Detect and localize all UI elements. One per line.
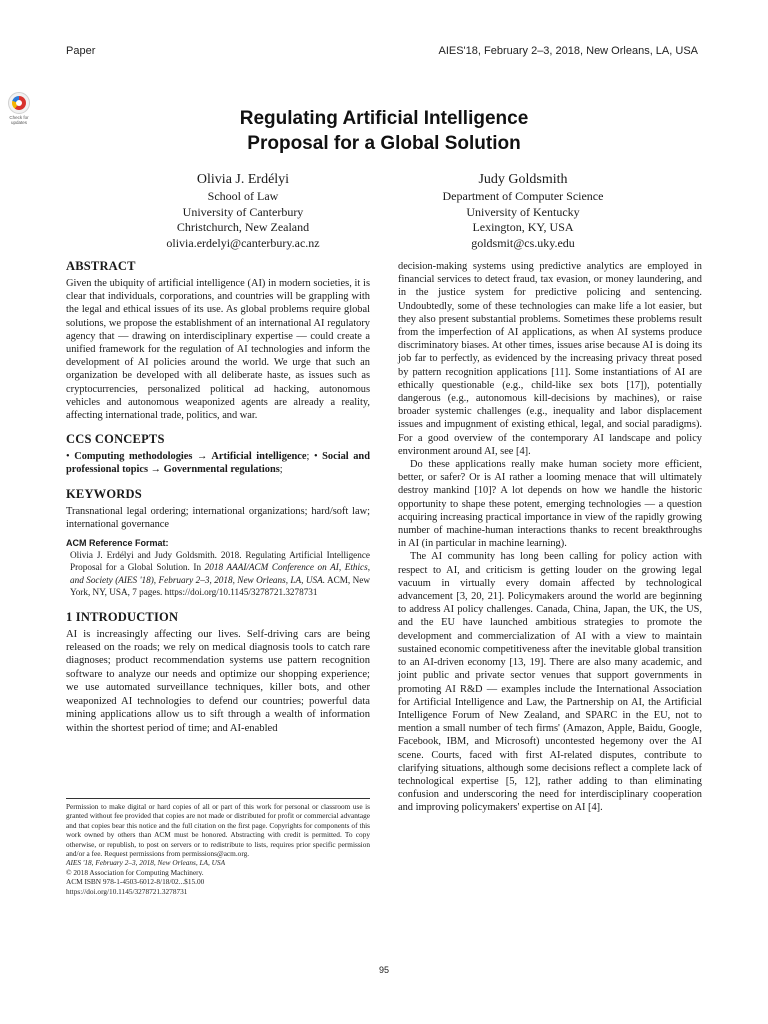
ccs-concept-1: Computing methodologies → Artificial intelligence [74,451,307,463]
author-institution: University of Canterbury [182,204,304,219]
abstract-section [66,258,370,422]
acm-reference-label: ACM Reference Format: [66,538,169,549]
copyright-line: © 2018 Association for Computing Machinery. [66,867,204,877]
keywords-heading: KEYWORDS [66,486,142,501]
right-column [398,260,702,815]
keywords-text: Transnational legal ordering; international organizations; hard/soft law; international governance [66,505,370,530]
running-head-right: AIES'18, February 2–3, 2018, New Orleans, LA, USA [438,45,698,57]
permission-text: Permission to make digital or hard copies of all or part of this work for personal or classroom use is granted without fee provided that copies are not made or distributed for profit or commercial advantage and that copies bear this notice and the full citation on the first page. Copyrights for components of this work owned by others than ACM must be honored. Abstracting with credit is permitted. To copy otherwise, or republish, to post on servers or to redistribute to lists, requires prior specific permission and/or a fee. Request permissions from permissions@acm.org. [66,802,370,859]
page-number: 95 [378,965,389,975]
body-paragraph: decision-making systems using predictive analytics are employed in financial services to detect fraud, tax evasion, or money laundering, and in the justice system for predictive policing and sentencing. Undoubtedly, some of these technologies can make life a lot easier, but they also present substantial problems. Sometimes these problems result from the imperfection of AI applications, as when AI systems produce discriminatory biases. At other times, issues arise because AI is doing its job far to perfectly, as evidenced by the increasing privacy threat posed by pattern recognition applications [11]. Some instantiations of AI are ethically questionable (e.g., child-like sex bots [17]), potentially dangerous (e.g., autonomous kill-decisions by machines), or raise broader systemic challenges (e.g., inequality and labor displacement issues and impugnment of existing ethical, legal, and social paradigms). For a good overview of the contemporary AI landscape and policy environment around AI, see [4]. [398,261,702,457]
title-line-2: Proposal for a Global Solution [247,133,521,154]
author-affiliation: School of Law [207,189,279,203]
running-head-left: Paper [66,45,96,57]
ccs-text [66,450,370,476]
abstract-heading: ABSTRACT [66,259,136,273]
author-name: Judy Goldsmith [478,172,568,187]
author-location: Christchurch, New Zealand [176,220,310,234]
isbn-line: ACM ISBN 978-1-4503-6012-8/18/02...$15.00 [66,877,205,887]
conference-line: AIES '18, February 2–3, 2018, New Orleans, LA, USA [66,858,226,868]
author-block-2 [393,170,653,251]
author-email[interactable]: olivia.erdelyi@canterbury.ac.nz [166,235,320,250]
left-column [66,258,370,744]
ccs-concept-2: Social and professional topics → Governmental regulations [66,451,370,476]
abstract-text: Given the ubiquity of artificial intelligence (AI) in modern societies, it is clear that individuals, corporations, and countries will be grappling with the legal and ethical issues of its use. As global problems require global solutions, we propose the establishment of an international AI regulatory agency that — drawing on interdisciplinary expertise — could create a unified framework for the regulation of AI technologies and inform the development of AI policies around the world. We urge that such an organization be developed with all deliberate haste, as issues such as cryptocurrencies, personalized political ad hacking, autonomous vehicles and autonomous weaponized agents are already a reality, affecting international trade, politics, and war. [66,278,370,422]
ccs-section [66,431,370,476]
ccs-end: ; [279,464,283,476]
acm-reference-text [66,549,370,599]
introduction-text: AI is increasingly affecting our lives. Self-driving cars are being released on the roads; we rely on medical diagnosis tools to catch rare diagnoses; product recommendation systems use pattern recognition software to analyze our needs and optimize our shopping experience; we use automated surveillance techniques, killer bots, and other weaponized AI technologies to defend our countries; powerful data mining applications allow us to sift through a wealth of information within the shortest period of time; and AI-enabled [66,628,370,734]
doi-link[interactable]: https://doi.org/10.1145/3278721.3278731 [66,886,188,896]
title-line-1: Regulating Artificial Intelligence [239,108,529,129]
ccs-bullet: • [66,451,70,463]
ccs-heading: CCS CONCEPTS [66,432,165,447]
body-paragraph: The AI community has long been calling for policy action with respect to AI, and criticism is getting louder on the growing legal vacuum in virtually every domain affected by technological advancement [3, 20, 21]. Policymakers around the world are beginning to address AI policy challenges. Canada, China, Japan, the UK, the US, and the EU have launched ambitious strategies to promote the development and commercialization of AI with a view to maintain sustained economic competitiveness after the inevitable global transition to an AI-driven economy [13, 19]. There are also many academic, and joint public and private sector venues that support governments in promoting AI R&D — examples include the International Association for Artificial Intelligence and Law, the Partnership on AI, the Artificial Intelligence Forum of New Zealand, and SPARC in the EU, not to mention a small number of tech firms' (Amazon, Apple, Baidu, Google, Facebook, IBM, and Microsoft) uncontested hegemony over the AI scene. Courts, faced with first AI-related disputes, contribute to clarifying situations, although some decisions reflect a complete lack of technological expertise [5, 12], rather adding to than eliminating confusion and underscoring the need for interdisciplinary cooperation and improving policymakers' expertise on AI [4]. [398,551,702,814]
keywords-section [66,486,370,599]
author-institution: University of Kentucky [466,204,580,219]
author-name: Olivia J. Erdélyi [196,172,290,187]
acm-reference-part-2: ACM, New York, NY, USA, 7 pages. https://doi.org/10.1145/3278721.3278731 [70,574,371,598]
permission-footnote [66,798,370,896]
acm-reference-venue: 2018 AAAI/ACM Conference on AI, Ethics, and Society (AIES '18), February 2–3, 2018, New Orleans, LA, USA. [70,562,370,585]
author-block-1 [113,170,373,251]
introduction-heading: 1 INTRODUCTION [66,609,179,624]
author-affiliation: Department of Computer Science [442,189,604,203]
acm-reference-part-1: Olivia J. Erdélyi and Judy Goldsmith. 2018. Regulating Artificial Intelligence Proposal for a Global Solution. In [70,550,370,573]
author-location: Lexington, KY, USA [472,220,574,234]
ccs-separator: ; • [306,451,318,463]
paper-title [0,106,768,156]
body-paragraph: Do these applications really make human society more efficient, better, or safer? Or is AI rather a looming menace that will ultimately destroy mankind [10]? A lot depends on how we handle the historic opportunity to shape these potent, emerging technologies — a question acquiring increasing practical importance in view of the rapidly growing number of machine-human interactions thanks to recent breakthroughs in AI (in particular in machine learning). [398,459,702,550]
introduction-section [66,609,370,735]
author-email[interactable]: goldsmit@cs.uky.edu [471,235,575,250]
check-for-updates-label: Check for updates [9,115,29,125]
